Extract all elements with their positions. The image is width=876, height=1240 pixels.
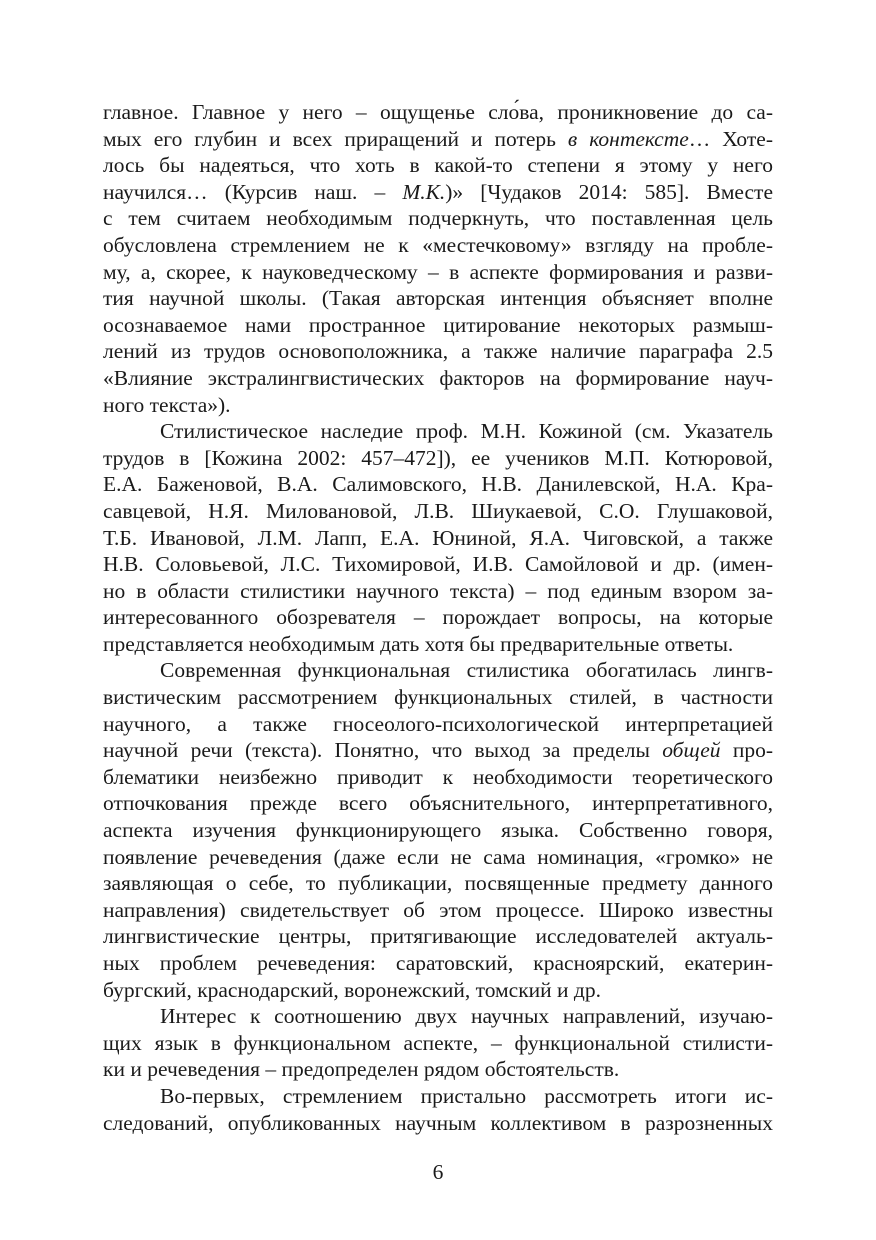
text-line: щих язык в функциональном аспекте, – функциональной стилисти- (103, 1030, 773, 1055)
text-line: блематики неизбежно приводит к необходимости теоретического (103, 764, 773, 789)
text-line: лось бы надеяться, что хоть в какой-то степени я этому у него (103, 153, 773, 178)
text-line: мых его глубин и всех приращений и потерь в контексте… Хоте- (103, 126, 773, 151)
text-line: появление речеведения (даже если не сама номинация, «громко» не (103, 844, 773, 869)
text-line: ных проблем речеведения: саратовский, красноярский, екатерин- (103, 951, 773, 975)
text-line: следований, опубликованных научным коллективом в разрозненных (103, 1110, 773, 1135)
text-line: тия научной школы. (Такая авторская интенция объясняет вполне (103, 286, 773, 311)
text-line: лений из трудов основоположника, а также наличие параграфа 2.5 (103, 339, 773, 364)
text-line: Н.В. Соловьевой, Л.С. Тихомировой, И.В. Самойловой и др. (имен- (103, 552, 773, 577)
text-line: научной речи (текста). Понятно, что выход за пределы общей про- (103, 738, 773, 763)
text-line: лингвистические центры, притягивающие исследователей актуаль- (103, 924, 773, 949)
text-line: заявляющая о себе, то публикации, посвященные предмету данного (103, 871, 773, 896)
text-line: Современная функциональная стилистика обогатилась лингв- (160, 658, 773, 683)
page-number: 6 (432, 1160, 444, 1184)
text-line: му, а, скорее, к науковедческому – в аспекте формирования и разви- (103, 259, 773, 284)
text-line: вистическим рассмотрением функциональных стилей, в частности (103, 685, 773, 710)
text-line: Во-первых, стремлением пристально рассмотреть итоги ис- (160, 1083, 773, 1108)
text-line: главное. Главное у него – ощущенье сло́ва, проникновение до са- (103, 100, 773, 124)
text-line: бургский, краснодарский, воронежский, томский и др. (103, 977, 601, 1002)
text-line: научился… (Курсив наш. – М.К.)» [Чудаков 2014: 585]. Вместе (103, 179, 773, 204)
text-line: но в области стилистики научного текста) – под единым взором за- (103, 578, 773, 603)
text-line: аспекта изучения функционирующего языка. Собственно говоря, (103, 818, 773, 843)
text-line: Е.А. Баженовой, В.А. Салимовского, Н.В. Данилевской, Н.А. Кра- (103, 472, 773, 497)
text-line: отпочкования прежде всего объяснительного, интерпретативного, (103, 791, 773, 816)
text-line: Стилистическое наследие проф. М.Н. Кожиной (см. Указатель (160, 419, 773, 444)
text-line: интересованного обозревателя – порождает вопросы, на которые (103, 605, 773, 630)
text-line: Интерес к соотношению двух научных направлений, изучаю- (160, 1004, 773, 1029)
text-line: савцевой, Н.Я. Миловановой, Л.В. Шиукаевой, С.О. Глушаковой, (103, 498, 773, 523)
text-line: обусловлена стремлением не к «местечковому» взгляду на пробле- (103, 232, 773, 257)
text-line: трудов в [Кожина 2002: 457–472]), ее учеников М.П. Котюровой, (103, 445, 773, 470)
body-text (103, 99, 773, 1136)
text-line: ного текста»). (103, 392, 231, 417)
text-line: осознаваемое нами пространное цитирование некоторых размыш- (103, 312, 773, 337)
text-line: представляется необходимым дать хотя бы предварительные ответы. (103, 631, 734, 656)
text-line: ки и речеведения – предопределен рядом обстоятельств. (103, 1057, 620, 1082)
text-line: направления) свидетельствует об этом процессе. Широко известны (103, 897, 773, 922)
text-line: с тем считаем необходимым подчеркнуть, что поставленная цель (103, 206, 773, 231)
text-line: «Влияние экстралингвистических факторов на формирование науч- (103, 365, 773, 390)
text-line: научного, а также гносеолого-психологической интерпретацией (103, 711, 773, 736)
text-line: Т.Б. Ивановой, Л.М. Лапп, Е.А. Юниной, Я.А. Чиговской, а также (103, 525, 773, 550)
